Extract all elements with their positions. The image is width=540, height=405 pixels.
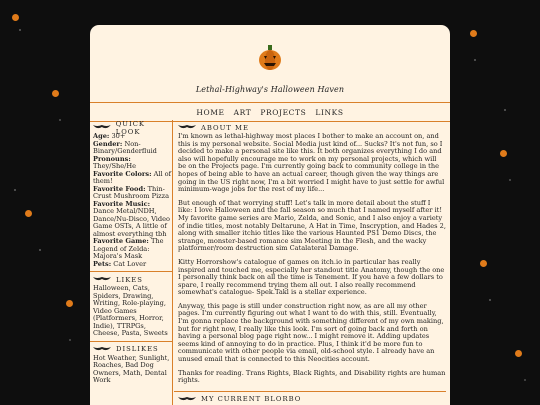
quick-look-row: Age: 30+ xyxy=(93,132,126,140)
dislikes-heading xyxy=(93,344,172,355)
nav-art-link[interactable]: ART xyxy=(233,107,252,117)
background-pumpkin-icon xyxy=(66,300,73,307)
background-pumpkin-icon xyxy=(500,150,507,157)
blorbo-heading xyxy=(178,394,446,405)
about-paragraph: Thanks for reading. Trans Rights, Black Rights, and Disability rights are human rights. xyxy=(178,368,446,385)
about-paragraph: But enough of that worrying stuff! Let's talk in more detail about the stuff I like: I love Halloween and the fall season so much that I named myself after it! My favorite game series are Mario, Zelda, and Sonic, and I also enjoy a variety of indie titles, most notably Deltarune, A Hat in Time, Inscryption, and Hades 2, along with smaller itchio titles like the various Haunted PS1 Demo Discs, the strange, monster-based romance sim Meeting in the Flesh, and the wacky platformer/room destruction sim Catalateral Damage. xyxy=(178,198,446,253)
bat-icon xyxy=(93,276,111,283)
background-pumpkin-icon xyxy=(480,260,487,267)
bat-icon xyxy=(93,124,111,131)
background-pumpkin-icon xyxy=(12,14,19,21)
divider xyxy=(174,391,446,392)
bat-icon xyxy=(93,346,111,353)
pumpkin-icon xyxy=(258,45,282,71)
divider xyxy=(90,271,172,272)
blorbo-title: MY CURRENT BLORBO xyxy=(201,395,302,404)
quick-look-row: Favorite Game: The Legend of Zelda: Majora's Mask xyxy=(93,237,164,260)
background-pumpkin-icon xyxy=(25,210,32,217)
quick-look-row: Gender: Non-Binary/Genderfluid xyxy=(93,139,157,155)
likes-title: LIKES xyxy=(116,275,143,284)
about-paragraph: Anyway, this page is still under construction right now, as are all my other pages. I'm currently figuring out what I want to do with this, still. Eventually, I'm gonna replace the background with something different of my own making, but for right now, I really like this look. I'm sort of going back and forth on having a personal blog page right now... I might remove it. Adding updates seems kind of annoying to do in practice. Plus, I think it'd be more fun to communicate with other people via email, old-school style. I already have an unused email that is connected to this Neocities account. xyxy=(178,301,444,364)
about-title: ABOUT ME xyxy=(201,123,249,132)
quick-look-row: Favorite Food: Thin-Crust Mushroom Pizza xyxy=(93,184,170,200)
background-pumpkin-icon xyxy=(470,30,477,37)
about-paragraph: I'm known as lethal-highway most places I bother to make an account on, and this is my personal website. Social Media just kind of... Sucks? It's not fun, so I decided to make a personal site like this. It both organizes everything I do and also will hopefully encourage me to work on my personal projects, which will be on the Projects page. I'm currently going back to community college in the hopes of being able to have an actual career, though given the way things are going in the US right now, I'm a bit worried I might have to just settle for awful minimum-wage jobs for the rest of my life... xyxy=(178,132,445,194)
main-content xyxy=(174,120,450,405)
quick-look-row: Favorite Colors: All of them! xyxy=(93,169,172,185)
bat-icon xyxy=(178,396,196,403)
quick-look-list xyxy=(93,133,172,268)
nav-projects-link[interactable]: PROJECTS xyxy=(260,107,307,117)
sidebar xyxy=(90,120,173,405)
bat-icon xyxy=(178,124,196,131)
nav-home-link[interactable]: HOME xyxy=(196,107,225,117)
likes-text: Halloween, Cats, Spiders, Drawing, Writing, Role-playing, Video Games (Platformers, Horror, Indie), TTRPGs, Cheese, Pasta, Sweets xyxy=(93,284,168,337)
site-title: Lethal-Highway's Halloween Haven xyxy=(195,85,345,94)
quick-look-row: Favorite Music: Dance Metal/NDH, Dance/Nu-Disco, Video Game OSTs, A little of almost everything tbh xyxy=(93,199,171,238)
dislikes-text: Hot Weather, Sunlight, Roaches, Bad Dog Owners, Math, Dental Work xyxy=(93,353,170,384)
background-pumpkin-icon xyxy=(515,350,522,357)
about-paragraph: Kitty Horrorshow's catalogue of games on itch.io in particular has really inspired and touched me, especially her standout title Anatomy, though the one I personally think back on all the time is Tenement. If you have a few dollars to spare, I really recommend trying them all out. I also really recommend somewhat's catalogue- Spek.Takl is a stellar experience. xyxy=(178,257,445,297)
page-container xyxy=(90,25,450,405)
site-header xyxy=(90,25,450,120)
quick-look-title: QUICK LOOK xyxy=(115,119,145,136)
background-pumpkin-icon xyxy=(52,90,59,97)
quick-look-row: Pets: Cat Lover xyxy=(93,259,147,268)
nav-links-link[interactable]: LINKS xyxy=(315,107,344,117)
quick-look-row: Pronouns: They/She/He xyxy=(93,154,137,170)
dislikes-title: DISLIKES xyxy=(116,345,159,353)
divider xyxy=(90,341,172,342)
